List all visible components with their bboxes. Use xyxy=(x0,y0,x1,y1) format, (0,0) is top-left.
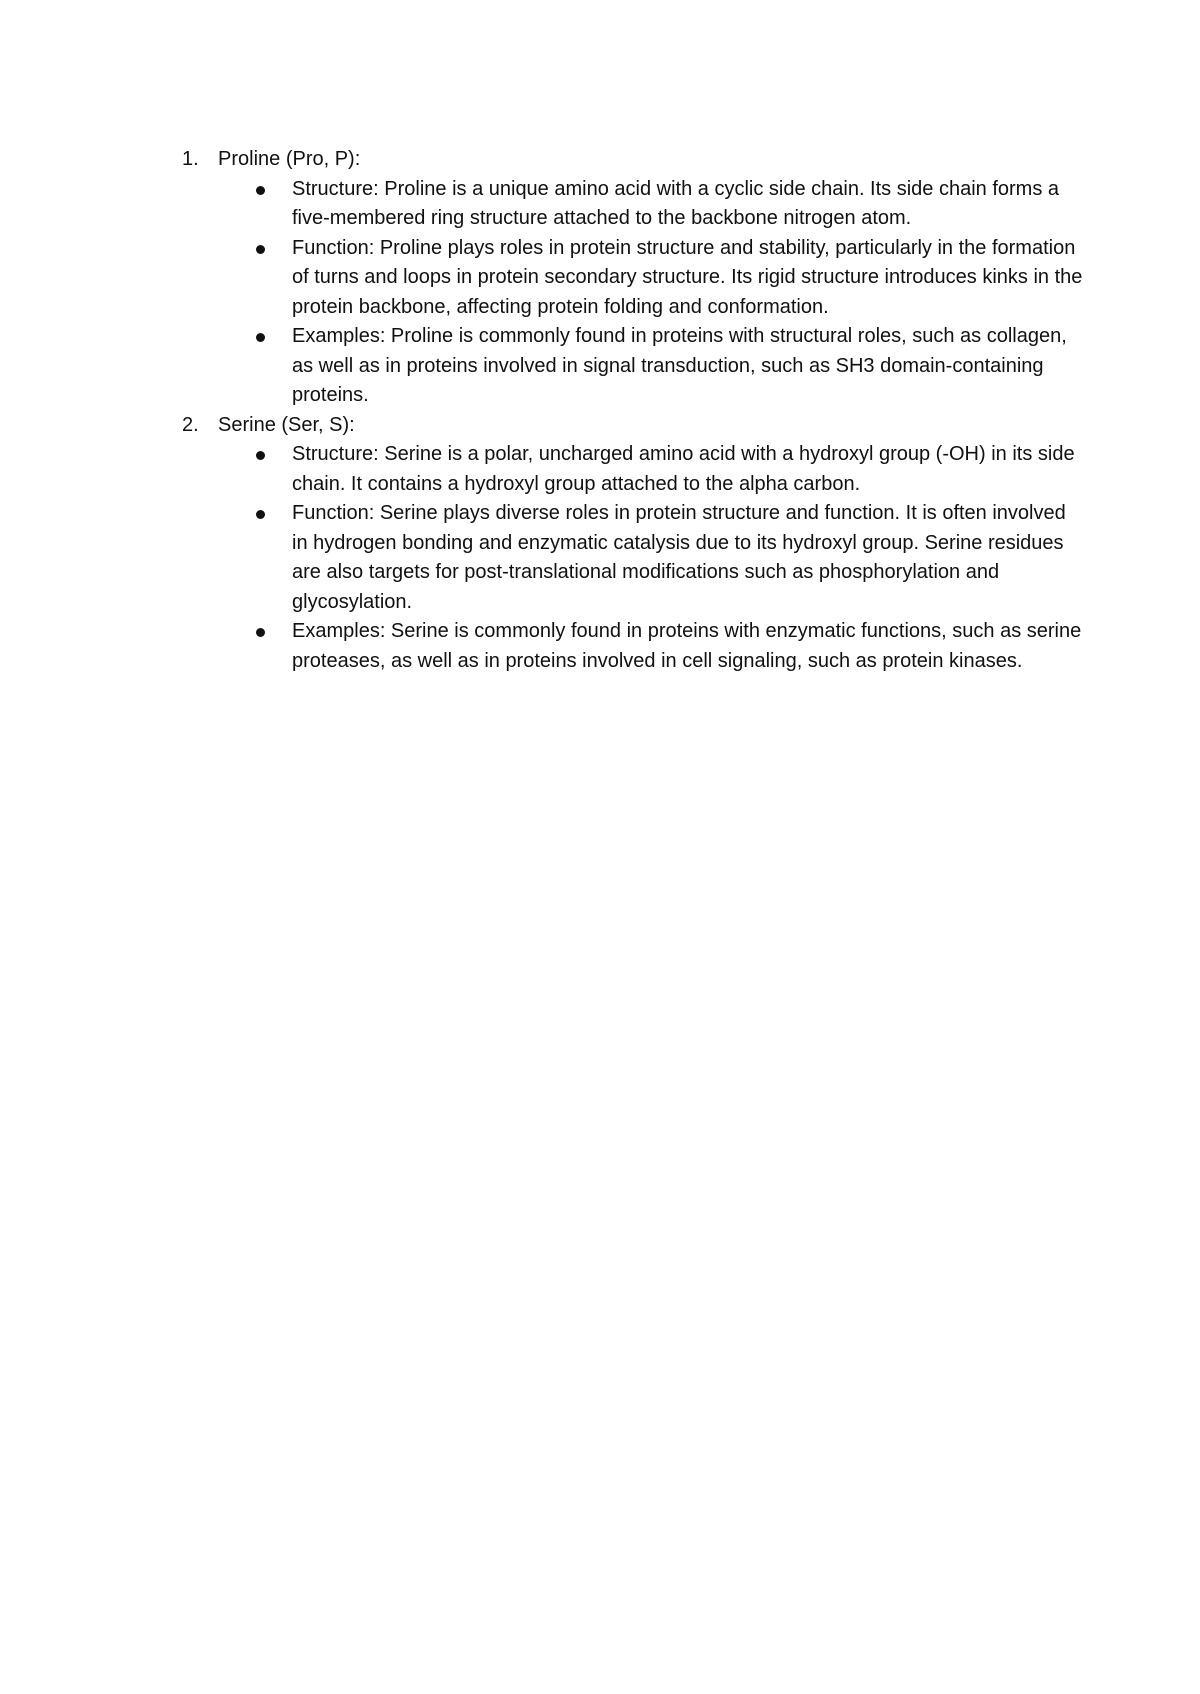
bullet-text: Structure: Proline is a unique amino acid with a cyclic side chain. Its side chain forms a five-membered ring structure attached to the backbone nitrogen atom. xyxy=(292,177,1060,229)
bullet-item-structure xyxy=(182,175,1084,234)
bullet-item-function xyxy=(182,499,1084,617)
list-item-proline xyxy=(182,145,1082,411)
bullet-item-function xyxy=(182,234,1084,323)
bullet-item-structure xyxy=(182,440,1084,499)
bullet-dot-icon xyxy=(256,628,265,637)
bullet-text: Function: Serine plays diverse roles in protein structure and function. It is often involved in hydrogen bonding and enzymatic catalysis due to its hydroxyl group. Serine residues are also targets for post-translational modifications such as phosphorylation and glycosylation. xyxy=(292,502,1066,613)
amino-acid-title: Serine (Ser, S): xyxy=(218,413,355,436)
bullet-list xyxy=(182,175,1082,411)
bullet-text: Examples: Serine is commonly found in proteins with enzymatic functions, such as serine proteases, as well as in proteins involved in cell signaling, such as protein kinases. xyxy=(292,620,1082,672)
bullet-text: Structure: Serine is a polar, uncharged amino acid with a hydroxyl group (-OH) in its side chain. It contains a hydroxyl group attached to the alpha carbon. xyxy=(292,443,1075,495)
bullet-dot-icon xyxy=(256,245,265,254)
amino-acid-title: Proline (Pro, P): xyxy=(218,148,361,170)
bullet-item-examples xyxy=(182,322,1084,411)
list-item-heading xyxy=(182,411,1082,441)
bullet-dot-icon xyxy=(256,186,265,195)
bullet-item-examples xyxy=(182,617,1084,676)
list-number: 2. xyxy=(182,413,199,436)
bullet-dot-icon xyxy=(256,333,265,342)
bullet-text: Examples: Proline is commonly found in proteins with structural roles, such as collagen, as well as in proteins involved in signal transduction, such as SH3 domain-containing proteins. xyxy=(292,325,1067,406)
bullet-text: Function: Proline plays roles in protein structure and stability, particularly in the formation of turns and loops in protein secondary structure. Its rigid structure introduces kinks in the protein backbone, affecting protein folding and conformation. xyxy=(292,236,1083,318)
list-number: 1. xyxy=(182,148,199,170)
bullet-list xyxy=(182,440,1082,676)
list-item-heading xyxy=(182,145,1082,175)
list-item-serine xyxy=(182,411,1082,677)
numbered-list xyxy=(182,145,1082,676)
bullet-dot-icon xyxy=(256,451,265,460)
bullet-dot-icon xyxy=(256,510,265,519)
